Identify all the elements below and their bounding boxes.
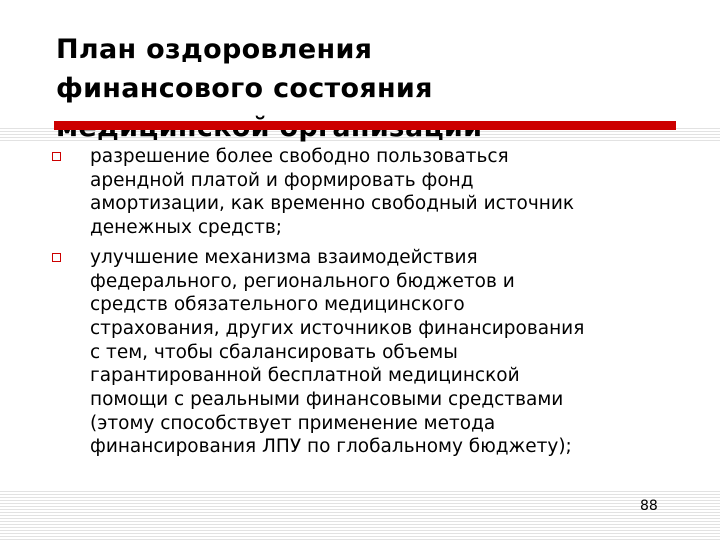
bullet-line: амортизации, как временно свободный источник <box>90 193 575 215</box>
bullet-line: денежных средств; <box>90 217 283 239</box>
slide-title-line: финансового состояния <box>56 73 433 104</box>
bullet-line: федерального, регионального бюджетов и <box>90 270 515 292</box>
bullet-item-rent-and-depreciation <box>49 145 661 240</box>
bullet-text <box>90 145 661 240</box>
page-number: 88 <box>640 498 658 514</box>
bullet-list <box>49 145 661 465</box>
bullet-line: финансирования ЛПУ по глобальному бюджету); <box>90 436 572 458</box>
bullet-line: средств обязательного медицинского <box>90 294 465 316</box>
hollow-square-bullet-icon <box>52 253 61 262</box>
bullet-item-budget-interaction <box>49 246 661 459</box>
slide-title-line: План оздоровления <box>56 34 373 65</box>
hollow-square-bullet-icon <box>52 152 61 161</box>
bullet-line: арендной платой и формировать фонд <box>90 169 474 191</box>
bullet-text <box>90 246 661 459</box>
bullet-line: с тем, чтобы сбалансировать объемы <box>90 341 458 363</box>
bullet-line: разрешение более свободно пользоваться <box>90 146 509 167</box>
bullet-line: помощи с реальными финансовыми средствами <box>90 389 564 411</box>
bullet-line: улучшение механизма взаимодействия <box>90 246 478 268</box>
bullet-line: гарантированной бесплатной медицинской <box>90 365 520 387</box>
bullet-line: страхования, других источников финансирования <box>90 317 585 339</box>
title-underline-red-bar <box>54 121 676 130</box>
bullet-line: (этому способствует применение метода <box>90 412 496 434</box>
